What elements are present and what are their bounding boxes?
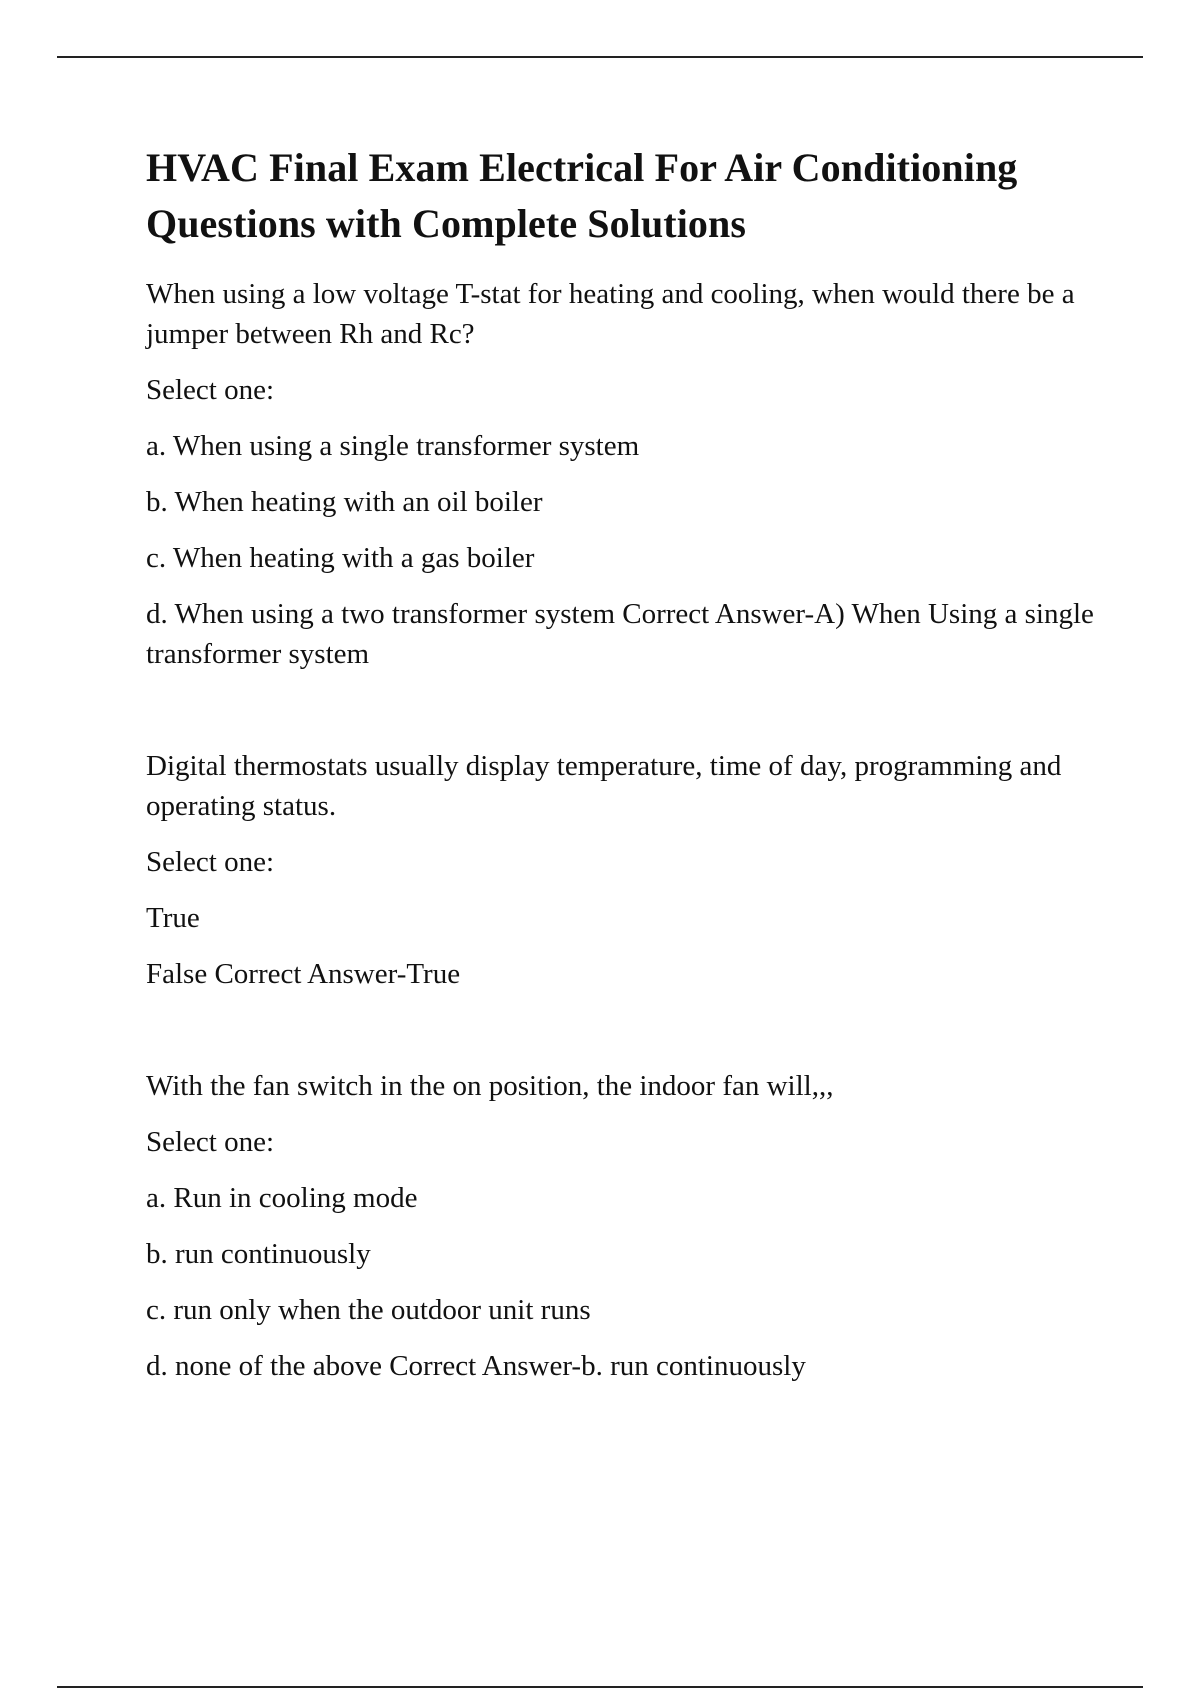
bottom-rule [57, 1686, 1143, 1688]
answer-option: False Correct Answer-True [146, 958, 461, 990]
answer-option: True [146, 902, 200, 934]
question-prompt: With the fan switch in the on position, the indoor fan will,,, [146, 1070, 834, 1102]
answer-option: d. When using a two transformer system Correct Answer-A) When Using a single transformer system [146, 598, 1094, 670]
answer-option: b. When heating with an oil boiler [146, 486, 543, 518]
document-body [146, 140, 1096, 1402]
answer-option: b. run continuously [146, 1238, 371, 1270]
question-prompt: Digital thermostats usually display temperature, time of day, programming and operating status. [146, 750, 1062, 822]
question-1 [146, 274, 1096, 674]
answer-option: c. When heating with a gas boiler [146, 542, 535, 574]
top-rule [57, 56, 1143, 58]
document-title: HVAC Final Exam Electrical For Air Conditioning Questions with Complete Solutions [146, 145, 1018, 246]
question-separator [146, 690, 1096, 746]
question-instruction: Select one: [146, 374, 275, 406]
question-instruction: Select one: [146, 846, 275, 878]
question-separator [146, 1010, 1096, 1066]
answer-option: a. Run in cooling mode [146, 1182, 418, 1214]
question-3 [146, 1066, 1096, 1386]
answer-option: d. none of the above Correct Answer-b. run continuously [146, 1350, 806, 1382]
question-instruction: Select one: [146, 1126, 275, 1158]
question-2 [146, 746, 1096, 994]
question-prompt: When using a low voltage T-stat for heating and cooling, when would there be a jumper between Rh and Rc? [146, 278, 1075, 350]
answer-option: c. run only when the outdoor unit runs [146, 1294, 591, 1326]
answer-option: a. When using a single transformer system [146, 430, 640, 462]
